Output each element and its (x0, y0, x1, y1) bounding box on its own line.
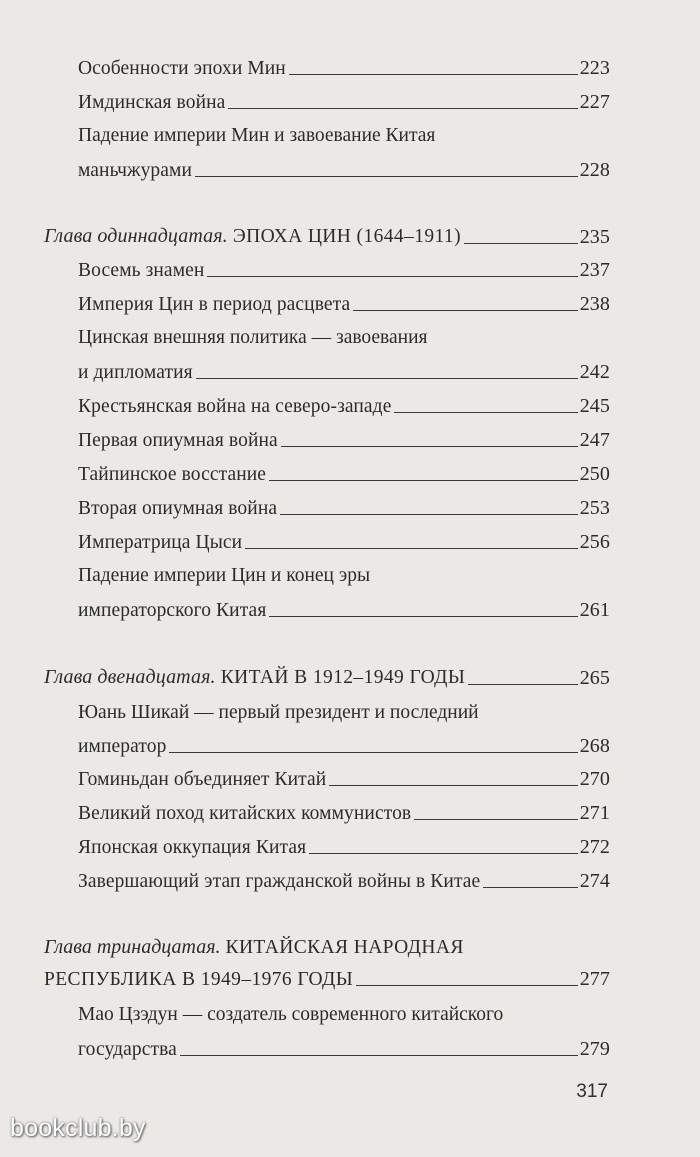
entry-title: Особенности эпохи Мин (78, 57, 286, 79)
dot-leader (196, 378, 578, 379)
entry-title: императорского Китая (78, 599, 267, 621)
entry-page: 270 (579, 768, 610, 790)
entry-title: Великий поход китайских коммунистов (78, 802, 412, 824)
entry-page: 253 (579, 497, 610, 519)
chapter-entry (44, 969, 610, 989)
entry-page: 261 (579, 599, 610, 621)
entry-title: Крестьянская война на северо-западе (78, 395, 392, 417)
toc-entry (78, 736, 610, 756)
dot-leader (280, 514, 578, 515)
toc-entry (78, 160, 610, 180)
chapter-page: 235 (579, 225, 610, 248)
toc-entry (78, 532, 610, 552)
toc-entry (78, 871, 610, 891)
chapter-title-part: КИТАЙСКАЯ НАРОДНАЯ (225, 937, 464, 958)
toc-entry (78, 396, 610, 416)
dot-leader (228, 108, 577, 109)
dot-leader (269, 480, 578, 481)
dot-leader (269, 616, 577, 617)
entry-title: Японская оккупация Китая (78, 836, 307, 858)
entry-page: 279 (579, 1038, 610, 1060)
entry-title-line1: Падение империи Цин и конец эры (78, 565, 371, 586)
entry-page: 271 (579, 802, 610, 824)
dot-leader (195, 176, 578, 177)
toc-entry (78, 260, 610, 280)
chapter-entry (44, 226, 610, 247)
entry-page: 268 (579, 735, 610, 757)
entry-page: 250 (579, 463, 610, 485)
toc-entry (78, 362, 610, 382)
entry-page: 245 (579, 395, 610, 417)
toc-entry (78, 803, 610, 823)
entry-page: 227 (579, 91, 610, 113)
dot-leader (353, 310, 577, 311)
entry-title: Вторая опиумная война (78, 497, 278, 519)
entry-title: и дипломатия (78, 361, 193, 383)
dot-leader (207, 276, 577, 277)
entry-title: Гоминьдан объединяет Китай (78, 768, 327, 790)
chapter-entry (44, 667, 610, 688)
entry-title-line1: Юань Шикай — первый президент и последний (78, 702, 479, 723)
entry-title-line1: Мао Цзэдун — создатель современного китайского (78, 1004, 504, 1025)
entry-page: 237 (579, 259, 610, 281)
toc-entry (78, 600, 610, 620)
entry-title: Восемь знамен (78, 259, 205, 281)
chapter-page: 277 (579, 968, 610, 990)
dot-leader (309, 853, 578, 854)
dot-leader (169, 752, 577, 753)
entry-title: Завершающий этап гражданской войны в Китае (78, 870, 481, 892)
dot-leader (245, 548, 577, 549)
chapter-label: Глава одиннадцатая. (44, 225, 228, 247)
entry-title: Императрица Цыси (78, 531, 243, 553)
toc-entry (78, 1039, 610, 1059)
dot-leader (464, 243, 578, 244)
entry-page: 238 (579, 293, 610, 315)
dot-leader (180, 1055, 578, 1056)
toc-entry (78, 294, 610, 314)
toc-entry (78, 498, 610, 518)
entry-page: 247 (579, 429, 610, 451)
toc-entry (78, 58, 610, 78)
toc-entry (78, 464, 610, 484)
dot-leader (289, 74, 578, 75)
entry-title: Тайпинское восстание (78, 463, 267, 485)
chapter-title: РЕСПУБЛИКА В 1949–1976 ГОДЫ (44, 968, 354, 990)
toc-entry (78, 92, 610, 112)
entry-page: 223 (579, 57, 610, 79)
entry-page: 242 (579, 361, 610, 383)
entry-title: государства (78, 1038, 177, 1060)
chapter-label: Глава двенадцатая. (44, 666, 216, 688)
chapter-title-line1 (44, 937, 464, 958)
dot-leader (468, 684, 577, 685)
watermark: bookclub.by (10, 1114, 146, 1142)
dot-leader (356, 985, 578, 986)
entry-title: маньчжурами (78, 159, 193, 181)
entry-title: Имдинская война (78, 91, 226, 113)
chapter-title: ЭПОХА ЦИН (1644–1911) (232, 226, 461, 247)
chapter-label: Глава тринадцатая. (44, 936, 221, 958)
chapter-title: КИТАЙ В 1912–1949 ГОДЫ (220, 667, 466, 688)
toc-entry (78, 769, 610, 789)
dot-leader (414, 819, 577, 820)
entry-title: Империя Цин в период расцвета (78, 293, 351, 315)
toc-entry (78, 430, 610, 450)
dot-leader (483, 887, 577, 888)
dot-leader (394, 412, 577, 413)
entry-title: император (78, 735, 167, 757)
page-number: 317 (576, 1081, 608, 1102)
dot-leader (281, 446, 578, 447)
entry-page: 272 (579, 836, 610, 858)
chapter-page: 265 (579, 666, 610, 689)
entry-title: Первая опиумная война (78, 429, 278, 451)
entry-title-line1: Цинская внешняя политика — завоевания (78, 327, 428, 348)
toc-entry (78, 837, 610, 857)
entry-page: 274 (579, 870, 610, 892)
entry-page: 256 (579, 531, 610, 553)
entry-page: 228 (579, 159, 610, 181)
entry-title-line1: Падение империи Мин и завоевание Китая (78, 125, 436, 146)
dot-leader (329, 785, 577, 786)
